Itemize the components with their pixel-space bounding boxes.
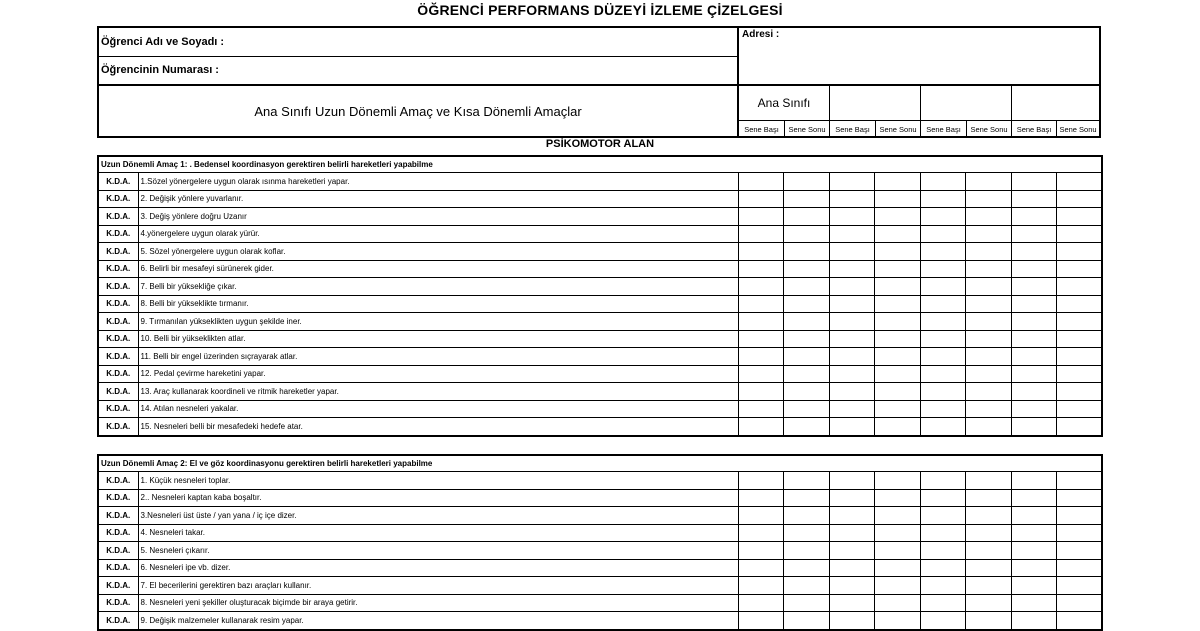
start-of-year-label: Sene Başı [1016, 125, 1052, 134]
assessment-cell[interactable] [783, 313, 829, 331]
assessment-cell[interactable] [1011, 260, 1056, 278]
objective-text: 8. Nesneleri yeni şekiller oluşturacak biçimde bir araya getirir. [138, 594, 738, 612]
assessment-cell[interactable] [738, 260, 783, 278]
objective-code: K.D.A. [98, 400, 138, 418]
objective-code: K.D.A. [98, 225, 138, 243]
assessment-cell[interactable] [738, 400, 783, 418]
assessment-cell[interactable] [1011, 173, 1056, 191]
assessment-cell[interactable] [1011, 400, 1056, 418]
assessment-cell[interactable] [920, 612, 965, 630]
assessment-cell[interactable] [783, 383, 829, 401]
assessment-cell[interactable] [874, 225, 920, 243]
assessment-cell[interactable] [874, 524, 920, 542]
assessment-cell[interactable] [874, 243, 920, 261]
assessment-cell[interactable] [738, 594, 783, 612]
objective-text: 9. Tırmanılan yükseklikten uygun şekilde iner. [138, 313, 738, 331]
assessment-cell[interactable] [920, 365, 965, 383]
assessment-cell[interactable] [783, 507, 829, 525]
assessment-cell[interactable] [920, 278, 965, 296]
student-info-header [97, 26, 1101, 138]
assessment-cell[interactable] [829, 348, 874, 366]
assessment-cell[interactable] [1011, 225, 1056, 243]
objective-text: 6. Nesneleri ipe vb. dizer. [138, 559, 738, 577]
assessment-cell[interactable] [1056, 313, 1102, 331]
assessment-cell[interactable] [874, 208, 920, 226]
assessment-cell[interactable] [874, 173, 920, 191]
assessment-cell[interactable] [738, 489, 783, 507]
assessment-cell[interactable] [1011, 542, 1056, 560]
assessment-cell[interactable] [874, 489, 920, 507]
objective-code: K.D.A. [98, 383, 138, 401]
assessment-cell[interactable] [874, 383, 920, 401]
assessment-cell[interactable] [1056, 489, 1102, 507]
objective-text: 7. Belli bir yüksekliğe çıkar. [138, 278, 738, 296]
assessment-cell[interactable] [783, 489, 829, 507]
assessment-cell[interactable] [874, 190, 920, 208]
assessment-cell[interactable] [965, 313, 1011, 331]
assessment-cell[interactable] [829, 313, 874, 331]
table-row [98, 243, 1102, 261]
assessment-cell[interactable] [965, 278, 1011, 296]
assessment-cell[interactable] [738, 365, 783, 383]
assessment-cell[interactable] [1011, 472, 1056, 490]
table-row [98, 612, 1102, 630]
objective-text: 8. Belli bir yükseklikte tırmanır. [138, 295, 738, 313]
assessment-cell[interactable] [1011, 559, 1056, 577]
start-of-year-label: Sene Başı [926, 125, 961, 134]
start-of-year-label: Sene Başı [835, 125, 870, 134]
assessment-cell[interactable] [1056, 225, 1102, 243]
objective-code: K.D.A. [98, 507, 138, 525]
table-row [98, 559, 1102, 577]
assessment-cell[interactable] [965, 612, 1011, 630]
address-label: Adresi : [742, 29, 780, 40]
assessment-cell[interactable] [738, 612, 783, 630]
assessment-cell[interactable] [874, 260, 920, 278]
page-title: ÖĞRENCİ PERFORMANS DÜZEYİ İZLEME ÇİZELGESİ [417, 2, 783, 18]
assessment-cell[interactable] [1011, 418, 1056, 436]
objective-code: K.D.A. [98, 330, 138, 348]
assessment-cell[interactable] [829, 260, 874, 278]
assessment-cell[interactable] [783, 577, 829, 595]
assessment-cell[interactable] [1056, 260, 1102, 278]
assessment-cell[interactable] [1056, 594, 1102, 612]
assessment-cell[interactable] [920, 577, 965, 595]
assessment-cell[interactable] [829, 489, 874, 507]
assessment-cell[interactable] [1011, 348, 1056, 366]
objective-text: 6. Belirli bir mesafeyi sürünerek gider. [138, 260, 738, 278]
assessment-cell[interactable] [1011, 365, 1056, 383]
objective-text: 1.Sözel yönergelere uygun olarak ısınma hareketleri yapar. [138, 173, 738, 191]
section-title: PSİKOMOTOR ALAN [545, 138, 655, 150]
assessment-cell[interactable] [874, 612, 920, 630]
assessment-cell[interactable] [738, 278, 783, 296]
assessment-cell[interactable] [965, 260, 1011, 278]
assessment-cell[interactable] [920, 489, 965, 507]
assessment-cell[interactable] [920, 260, 965, 278]
objective-code: K.D.A. [98, 524, 138, 542]
assessment-cell[interactable] [783, 190, 829, 208]
assessment-cell[interactable] [829, 400, 874, 418]
assessment-cell[interactable] [1056, 173, 1102, 191]
assessment-cell[interactable] [738, 348, 783, 366]
assessment-cell[interactable] [1056, 295, 1102, 313]
objective-code: K.D.A. [98, 559, 138, 577]
assessment-cell[interactable] [1056, 348, 1102, 366]
assessment-cell[interactable] [738, 418, 783, 436]
assessment-cell[interactable] [874, 348, 920, 366]
assessment-cell[interactable] [829, 208, 874, 226]
assessment-cell[interactable] [829, 278, 874, 296]
table-row [98, 400, 1102, 418]
objective-code: K.D.A. [98, 295, 138, 313]
assessment-cell[interactable] [829, 577, 874, 595]
objective-text: 4.yönergelere uygun olarak yürür. [138, 225, 738, 243]
assessment-cell[interactable] [920, 400, 965, 418]
objective-code: K.D.A. [98, 542, 138, 560]
assessment-cell[interactable] [783, 278, 829, 296]
objective-text: 15. Nesneleri belli bir mesafedeki hedefe atar. [138, 418, 738, 436]
assessment-cell[interactable] [783, 418, 829, 436]
assessment-cell[interactable] [738, 472, 783, 490]
objective-code: K.D.A. [98, 313, 138, 331]
assessment-cell[interactable] [920, 313, 965, 331]
assessment-cell[interactable] [874, 594, 920, 612]
assessment-cell[interactable] [783, 208, 829, 226]
goal-title: Uzun Dönemli Amaç 2: El ve göz koordinasyonu gerektiren belirli hareketleri yapabilme [98, 455, 1102, 472]
goal-2-table [97, 454, 1103, 631]
assessment-cell[interactable] [829, 418, 874, 436]
assessment-cell[interactable] [829, 524, 874, 542]
assessment-cell[interactable] [1011, 489, 1056, 507]
class-group-3 [921, 86, 1011, 138]
assessment-cell[interactable] [920, 383, 965, 401]
assessment-cell[interactable] [965, 594, 1011, 612]
assessment-cell[interactable] [965, 507, 1011, 525]
assessment-cell[interactable] [783, 243, 829, 261]
objective-code: K.D.A. [98, 612, 138, 630]
assessment-cell[interactable] [738, 542, 783, 560]
assessment-cell[interactable] [1056, 542, 1102, 560]
assessment-cell[interactable] [965, 383, 1011, 401]
assessment-cell[interactable] [783, 559, 829, 577]
assessment-cell[interactable] [1056, 524, 1102, 542]
assessment-cell[interactable] [829, 295, 874, 313]
assessment-cell[interactable] [965, 348, 1011, 366]
assessment-cell[interactable] [965, 524, 1011, 542]
assessment-cell[interactable] [965, 489, 1011, 507]
assessment-cell[interactable] [920, 190, 965, 208]
assessment-cell[interactable] [965, 418, 1011, 436]
objective-text: 4. Nesneleri takar. [138, 524, 738, 542]
class-group-title [921, 86, 1011, 120]
assessment-cell[interactable] [1011, 383, 1056, 401]
objective-code: K.D.A. [98, 190, 138, 208]
objective-code: K.D.A. [98, 489, 138, 507]
assessment-cell[interactable] [1011, 612, 1056, 630]
objective-text: 3. Değiş yönlere doğru Uzanır [138, 208, 738, 226]
assessment-cell[interactable] [738, 208, 783, 226]
assessment-cell[interactable] [965, 577, 1011, 595]
objective-code: K.D.A. [98, 418, 138, 436]
assessment-cell[interactable] [1056, 400, 1102, 418]
assessment-cell[interactable] [965, 173, 1011, 191]
table-row [98, 577, 1102, 595]
assessment-cell[interactable] [965, 295, 1011, 313]
assessment-cell[interactable] [920, 542, 965, 560]
assessment-cell[interactable] [783, 348, 829, 366]
assessment-cell[interactable] [829, 594, 874, 612]
assessment-cell[interactable] [920, 173, 965, 191]
objective-text: 11. Belli bir engel üzerinden sıçrayarak atlar. [138, 348, 738, 366]
table-row [98, 489, 1102, 507]
table-row [98, 542, 1102, 560]
table-row [98, 190, 1102, 208]
assessment-cell[interactable] [829, 559, 874, 577]
assessment-cell[interactable] [965, 542, 1011, 560]
assessment-cell[interactable] [783, 542, 829, 560]
assessment-cell[interactable] [920, 348, 965, 366]
assessment-cell[interactable] [874, 507, 920, 525]
assessment-cell[interactable] [965, 190, 1011, 208]
table-row [98, 507, 1102, 525]
assessment-cell[interactable] [1011, 208, 1056, 226]
assessment-cell[interactable] [874, 559, 920, 577]
assessment-cell[interactable] [920, 225, 965, 243]
table-row [98, 313, 1102, 331]
objective-code: K.D.A. [98, 260, 138, 278]
objective-code: K.D.A. [98, 173, 138, 191]
assessment-cell[interactable] [920, 208, 965, 226]
assessment-cell[interactable] [965, 400, 1011, 418]
assessment-cell[interactable] [738, 383, 783, 401]
end-of-year-label: Sene Sonu [879, 125, 917, 134]
assessment-cell[interactable] [874, 278, 920, 296]
assessment-cell[interactable] [783, 225, 829, 243]
assessment-cell[interactable] [783, 260, 829, 278]
assessment-cell[interactable] [1056, 243, 1102, 261]
assessment-cell[interactable] [1011, 313, 1056, 331]
assessment-cell[interactable] [829, 365, 874, 383]
objective-text: 3.Nesneleri üst üste / yan yana / iç içe dizer. [138, 507, 738, 525]
assessment-cell[interactable] [1056, 330, 1102, 348]
table-row [98, 295, 1102, 313]
objective-text: 5. Sözel yönergelere uygun olarak koflar. [138, 243, 738, 261]
assessment-cell[interactable] [874, 400, 920, 418]
assessment-cell[interactable] [1011, 330, 1056, 348]
objective-code: K.D.A. [98, 208, 138, 226]
goal-1-table [97, 155, 1103, 437]
assessment-cell[interactable] [829, 330, 874, 348]
assessment-cell[interactable] [1011, 190, 1056, 208]
objective-text: 13. Araç kullanarak koordineli ve ritmik hareketler yapar. [138, 383, 738, 401]
table-row [98, 365, 1102, 383]
assessment-cell[interactable] [829, 472, 874, 490]
assessment-cell[interactable] [920, 524, 965, 542]
objective-text: 2. Değişik yönlere yuvarlanır. [138, 190, 738, 208]
assessment-cell[interactable] [738, 577, 783, 595]
assessment-cell[interactable] [1011, 243, 1056, 261]
assessment-cell[interactable] [783, 330, 829, 348]
assessment-cell[interactable] [965, 208, 1011, 226]
student-number-label: Öğrencinin Numarası : [101, 64, 219, 76]
assessment-cell[interactable] [829, 225, 874, 243]
assessment-cell[interactable] [965, 243, 1011, 261]
table-row [98, 594, 1102, 612]
assessment-cell[interactable] [738, 330, 783, 348]
objective-text: 10. Belli bir yükseklikten atlar. [138, 330, 738, 348]
table-row [98, 330, 1102, 348]
assessment-cell[interactable] [1056, 383, 1102, 401]
goal-title: Uzun Dönemli Amaç 1: . Bedensel koordinasyon gerektiren belirli hareketleri yapabilme [98, 156, 1102, 173]
table-row [98, 383, 1102, 401]
assessment-cell[interactable] [1056, 612, 1102, 630]
class-group-title: Ana Sınıfı [757, 96, 811, 110]
assessment-cell[interactable] [738, 190, 783, 208]
table-row [98, 348, 1102, 366]
objective-code: K.D.A. [98, 577, 138, 595]
assessment-cell[interactable] [829, 542, 874, 560]
assessment-cell[interactable] [738, 524, 783, 542]
assessment-cell[interactable] [738, 173, 783, 191]
assessment-cell[interactable] [965, 225, 1011, 243]
assessment-cell[interactable] [965, 330, 1011, 348]
class-group-2 [830, 86, 920, 138]
table-row [98, 173, 1102, 191]
assessment-cell[interactable] [874, 472, 920, 490]
assessment-cell[interactable] [1011, 594, 1056, 612]
assessment-cell[interactable] [920, 472, 965, 490]
objective-text: 1. Küçük nesneleri toplar. [138, 472, 738, 490]
assessment-cell[interactable] [874, 542, 920, 560]
table-row [98, 418, 1102, 436]
assessment-cell[interactable] [874, 330, 920, 348]
table-row [98, 225, 1102, 243]
assessment-cell[interactable] [965, 365, 1011, 383]
start-of-year-label: Sene Başı [744, 125, 779, 134]
table-row [98, 208, 1102, 226]
assessment-cell[interactable] [829, 383, 874, 401]
assessment-cell[interactable] [1011, 278, 1056, 296]
table-row [98, 472, 1102, 490]
class-group-4 [1012, 86, 1099, 138]
objective-text: 9. Değişik malzemeler kullanarak resim yapar. [138, 612, 738, 630]
assessment-cell[interactable] [783, 594, 829, 612]
assessment-cell[interactable] [783, 472, 829, 490]
assessment-cell[interactable] [738, 243, 783, 261]
assessment-cell[interactable] [874, 313, 920, 331]
objective-text: 5. Nesneleri çıkarır. [138, 542, 738, 560]
table-row [98, 260, 1102, 278]
assessment-cell[interactable] [874, 295, 920, 313]
assessment-cell[interactable] [829, 612, 874, 630]
assessment-cell[interactable] [738, 295, 783, 313]
assessment-cell[interactable] [1056, 190, 1102, 208]
objective-code: K.D.A. [98, 594, 138, 612]
assessment-cell[interactable] [1056, 278, 1102, 296]
assessment-cell[interactable] [738, 507, 783, 525]
goals-header: Ana Sınıfı Uzun Dönemli Amaç ve Kısa Dönemli Amaçlar [254, 103, 582, 119]
assessment-cell[interactable] [874, 365, 920, 383]
assessment-cell[interactable] [1056, 208, 1102, 226]
assessment-cell[interactable] [1056, 559, 1102, 577]
assessment-cell[interactable] [829, 243, 874, 261]
assessment-cell[interactable] [738, 559, 783, 577]
assessment-cell[interactable] [1056, 507, 1102, 525]
objective-code: K.D.A. [98, 243, 138, 261]
assessment-cell[interactable] [920, 418, 965, 436]
assessment-cell[interactable] [1011, 507, 1056, 525]
objective-code: K.D.A. [98, 365, 138, 383]
objective-text: 14. Atılan nesneleri yakalar. [138, 400, 738, 418]
end-of-year-label: Sene Sonu [1059, 125, 1097, 134]
assessment-cell[interactable] [920, 594, 965, 612]
assessment-cell[interactable] [1056, 418, 1102, 436]
assessment-cell[interactable] [920, 330, 965, 348]
assessment-cell[interactable] [920, 295, 965, 313]
assessment-cell[interactable] [965, 472, 1011, 490]
end-of-year-label: Sene Sonu [788, 125, 826, 134]
objective-code: K.D.A. [98, 472, 138, 490]
assessment-cell[interactable] [1056, 577, 1102, 595]
assessment-cell[interactable] [1011, 295, 1056, 313]
assessment-cell[interactable] [874, 418, 920, 436]
assessment-cell[interactable] [829, 507, 874, 525]
assessment-cell[interactable] [738, 313, 783, 331]
assessment-cell[interactable] [783, 365, 829, 383]
objective-code: K.D.A. [98, 278, 138, 296]
assessment-cell[interactable] [920, 559, 965, 577]
table-row [98, 278, 1102, 296]
assessment-cell[interactable] [1056, 472, 1102, 490]
objective-code: K.D.A. [98, 348, 138, 366]
assessment-cell[interactable] [783, 400, 829, 418]
objective-text: 12. Pedal çevirme hareketini yapar. [138, 365, 738, 383]
assessment-cell[interactable] [738, 225, 783, 243]
class-group-title [1012, 86, 1099, 120]
assessment-cell[interactable] [783, 295, 829, 313]
assessment-cell[interactable] [829, 190, 874, 208]
assessment-cell[interactable] [829, 173, 874, 191]
assessment-cell[interactable] [1011, 577, 1056, 595]
assessment-cell[interactable] [920, 243, 965, 261]
end-of-year-label: Sene Sonu [970, 125, 1008, 134]
assessment-cell[interactable] [1011, 524, 1056, 542]
assessment-cell[interactable] [783, 612, 829, 630]
class-group-title [830, 86, 920, 120]
assessment-cell[interactable] [965, 559, 1011, 577]
objective-text: 2.. Nesneleri kaptan kaba boşaltır. [138, 489, 738, 507]
assessment-cell[interactable] [874, 577, 920, 595]
objective-text: 7. El becerilerini gerektiren bazı araçları kullanır. [138, 577, 738, 595]
assessment-cell[interactable] [1056, 365, 1102, 383]
assessment-cell[interactable] [783, 524, 829, 542]
table-row [98, 524, 1102, 542]
student-name-label: Öğrenci Adı ve Soyadı : [101, 36, 225, 48]
class-group-1 [739, 86, 829, 138]
assessment-cell[interactable] [920, 507, 965, 525]
assessment-cell[interactable] [783, 173, 829, 191]
